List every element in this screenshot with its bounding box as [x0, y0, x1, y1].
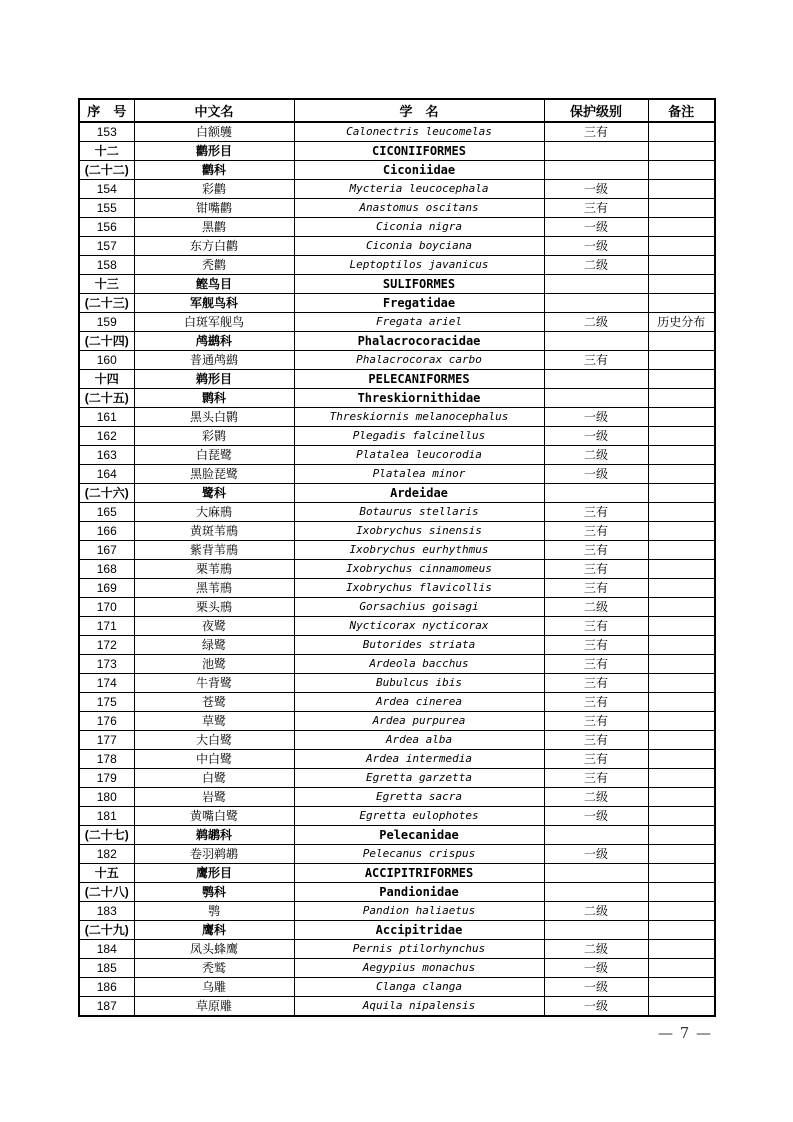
table-row-species: [79, 902, 715, 921]
cell-chinese-name: 黑苇鳽: [134, 579, 294, 598]
cell-scientific-name: Botaurus stellaris: [294, 503, 544, 522]
table-row-species: [79, 427, 715, 446]
cell-serial-number: 160: [79, 351, 134, 370]
cell-chinese-name: 岩鹭: [134, 788, 294, 807]
cell-protection-level: 一级: [544, 427, 648, 446]
cell-serial-number: 157: [79, 237, 134, 256]
cell-chinese-name: 鹗科: [134, 883, 294, 902]
table-row-species: [79, 617, 715, 636]
cell-serial-number: (二十九): [79, 921, 134, 940]
cell-scientific-name: Egretta sacra: [294, 788, 544, 807]
cell-protection-level: 三有: [544, 503, 648, 522]
cell-serial-number: 167: [79, 541, 134, 560]
cell-serial-number: 169: [79, 579, 134, 598]
cell-remarks: [648, 598, 715, 617]
cell-serial-number: (二十六): [79, 484, 134, 503]
cell-serial-number: 180: [79, 788, 134, 807]
cell-serial-number: 165: [79, 503, 134, 522]
cell-scientific-name: Ciconia nigra: [294, 218, 544, 237]
cell-remarks: 历史分布: [648, 313, 715, 332]
cell-chinese-name: 草鹭: [134, 712, 294, 731]
cell-scientific-name: Gorsachius goisagi: [294, 598, 544, 617]
cell-chinese-name: 普通鸬鹚: [134, 351, 294, 370]
cell-remarks: [648, 522, 715, 541]
header-row: [79, 99, 715, 122]
cell-remarks: [648, 655, 715, 674]
cell-serial-number: 168: [79, 560, 134, 579]
cell-serial-number: (二十三): [79, 294, 134, 313]
cell-protection-level: [544, 332, 648, 351]
table-row-species: [79, 313, 715, 332]
cell-serial-number: 163: [79, 446, 134, 465]
cell-remarks: [648, 465, 715, 484]
cell-scientific-name: Platalea leucorodia: [294, 446, 544, 465]
cell-serial-number: 185: [79, 959, 134, 978]
cell-scientific-name: CICONIIFORMES: [294, 142, 544, 161]
cell-remarks: [648, 845, 715, 864]
cell-chinese-name: 黄斑苇鳽: [134, 522, 294, 541]
cell-protection-level: 三有: [544, 693, 648, 712]
cell-protection-level: 一级: [544, 180, 648, 199]
cell-remarks: [648, 978, 715, 997]
cell-serial-number: 166: [79, 522, 134, 541]
cell-chinese-name: 夜鹭: [134, 617, 294, 636]
col-header-chinese-name: 中文名: [134, 99, 294, 122]
table-row-order: [79, 275, 715, 294]
cell-serial-number: 179: [79, 769, 134, 788]
cell-remarks: [648, 712, 715, 731]
cell-chinese-name: 黑鹳: [134, 218, 294, 237]
cell-chinese-name: 乌雕: [134, 978, 294, 997]
cell-scientific-name: PELECANIFORMES: [294, 370, 544, 389]
table-row-species: [79, 256, 715, 275]
cell-serial-number: 158: [79, 256, 134, 275]
cell-remarks: [648, 218, 715, 237]
cell-remarks: [648, 389, 715, 408]
cell-scientific-name: Ixobrychus flavicollis: [294, 579, 544, 598]
cell-protection-level: 二级: [544, 256, 648, 275]
cell-serial-number: (二十七): [79, 826, 134, 845]
cell-remarks: [648, 807, 715, 826]
cell-protection-level: [544, 161, 648, 180]
cell-remarks: [648, 826, 715, 845]
cell-protection-level: 一级: [544, 237, 648, 256]
table-row-species: [79, 560, 715, 579]
cell-scientific-name: Clanga clanga: [294, 978, 544, 997]
cell-remarks: [648, 579, 715, 598]
cell-protection-level: 二级: [544, 313, 648, 332]
cell-scientific-name: Leptoptilos javanicus: [294, 256, 544, 275]
cell-protection-level: 三有: [544, 522, 648, 541]
cell-remarks: [648, 959, 715, 978]
cell-remarks: [648, 940, 715, 959]
cell-serial-number: 186: [79, 978, 134, 997]
cell-chinese-name: 彩鹮: [134, 427, 294, 446]
cell-scientific-name: Ixobrychus sinensis: [294, 522, 544, 541]
cell-protection-level: 三有: [544, 541, 648, 560]
table-row-species: [79, 522, 715, 541]
cell-chinese-name: 大白鹭: [134, 731, 294, 750]
table-row-species: [79, 845, 715, 864]
cell-serial-number: 174: [79, 674, 134, 693]
cell-remarks: [648, 731, 715, 750]
cell-remarks: [648, 142, 715, 161]
table-row-species: [79, 978, 715, 997]
cell-serial-number: 十四: [79, 370, 134, 389]
cell-protection-level: [544, 883, 648, 902]
cell-scientific-name: Ardeidae: [294, 484, 544, 503]
cell-serial-number: 170: [79, 598, 134, 617]
cell-scientific-name: Fregata ariel: [294, 313, 544, 332]
table-row-species: [79, 598, 715, 617]
cell-serial-number: 178: [79, 750, 134, 769]
cell-protection-level: 二级: [544, 902, 648, 921]
cell-remarks: [648, 332, 715, 351]
cell-protection-level: 二级: [544, 598, 648, 617]
cell-remarks: [648, 750, 715, 769]
cell-chinese-name: 卷羽鹈鹕: [134, 845, 294, 864]
cell-scientific-name: Mycteria leucocephala: [294, 180, 544, 199]
cell-protection-level: 三有: [544, 351, 648, 370]
cell-remarks: [648, 902, 715, 921]
cell-serial-number: 162: [79, 427, 134, 446]
cell-remarks: [648, 161, 715, 180]
cell-serial-number: 171: [79, 617, 134, 636]
cell-chinese-name: 绿鹭: [134, 636, 294, 655]
cell-protection-level: 一级: [544, 959, 648, 978]
table-row-species: [79, 199, 715, 218]
table-row-species: [79, 579, 715, 598]
cell-serial-number: 182: [79, 845, 134, 864]
cell-chinese-name: 鹈鹕科: [134, 826, 294, 845]
cell-protection-level: 二级: [544, 788, 648, 807]
table-row-species: [79, 541, 715, 560]
protected-species-table: [78, 98, 716, 1017]
cell-protection-level: [544, 294, 648, 313]
cell-scientific-name: Pelecanidae: [294, 826, 544, 845]
cell-chinese-name: 栗头鳽: [134, 598, 294, 617]
cell-remarks: [648, 693, 715, 712]
cell-scientific-name: Phalacrocorax carbo: [294, 351, 544, 370]
table-row-species: [79, 940, 715, 959]
col-header-serial-number: 序 号: [79, 99, 134, 122]
table-row-family: [79, 921, 715, 940]
cell-chinese-name: 鹭科: [134, 484, 294, 503]
table-row-family: [79, 826, 715, 845]
table-row-species: [79, 959, 715, 978]
cell-scientific-name: Aegypius monachus: [294, 959, 544, 978]
cell-scientific-name: Nycticorax nycticorax: [294, 617, 544, 636]
cell-chinese-name: 白斑军舰鸟: [134, 313, 294, 332]
cell-chinese-name: 大麻鳽: [134, 503, 294, 522]
cell-chinese-name: 彩鹳: [134, 180, 294, 199]
cell-remarks: [648, 769, 715, 788]
cell-protection-level: 三有: [544, 655, 648, 674]
cell-chinese-name: 白鹭: [134, 769, 294, 788]
cell-scientific-name: Fregatidae: [294, 294, 544, 313]
cell-remarks: [648, 180, 715, 199]
cell-chinese-name: 鹰科: [134, 921, 294, 940]
cell-chinese-name: 鹳科: [134, 161, 294, 180]
cell-chinese-name: 秃鹫: [134, 959, 294, 978]
cell-scientific-name: Phalacrocoracidae: [294, 332, 544, 351]
cell-scientific-name: Pandion haliaetus: [294, 902, 544, 921]
cell-remarks: [648, 199, 715, 218]
cell-remarks: [648, 351, 715, 370]
cell-serial-number: 154: [79, 180, 134, 199]
cell-chinese-name: 草原雕: [134, 997, 294, 1017]
cell-protection-level: 三有: [544, 769, 648, 788]
cell-scientific-name: Egretta garzetta: [294, 769, 544, 788]
cell-protection-level: [544, 370, 648, 389]
cell-scientific-name: ACCIPITRIFORMES: [294, 864, 544, 883]
cell-scientific-name: Ixobrychus cinnamomeus: [294, 560, 544, 579]
cell-chinese-name: 白琵鹭: [134, 446, 294, 465]
cell-chinese-name: 凤头蜂鹰: [134, 940, 294, 959]
cell-chinese-name: 中白鹭: [134, 750, 294, 769]
cell-serial-number: 184: [79, 940, 134, 959]
cell-remarks: [648, 122, 715, 142]
cell-protection-level: 三有: [544, 674, 648, 693]
table-row-order: [79, 864, 715, 883]
cell-serial-number: 155: [79, 199, 134, 218]
cell-remarks: [648, 484, 715, 503]
cell-scientific-name: Aquila nipalensis: [294, 997, 544, 1017]
cell-serial-number: 177: [79, 731, 134, 750]
cell-serial-number: 十三: [79, 275, 134, 294]
cell-protection-level: 三有: [544, 560, 648, 579]
table-row-species: [79, 465, 715, 484]
cell-protection-level: 三有: [544, 199, 648, 218]
cell-protection-level: 二级: [544, 940, 648, 959]
cell-serial-number: (二十二): [79, 161, 134, 180]
cell-chinese-name: 鹰形目: [134, 864, 294, 883]
cell-scientific-name: Pelecanus crispus: [294, 845, 544, 864]
cell-serial-number: 172: [79, 636, 134, 655]
cell-protection-level: 一级: [544, 807, 648, 826]
table-row-species: [79, 674, 715, 693]
cell-serial-number: (二十五): [79, 389, 134, 408]
table-row-species: [79, 122, 715, 142]
cell-serial-number: 153: [79, 122, 134, 142]
cell-serial-number: 183: [79, 902, 134, 921]
cell-scientific-name: Threskiornis melanocephalus: [294, 408, 544, 427]
table-row-species: [79, 712, 715, 731]
cell-remarks: [648, 883, 715, 902]
table-row-species: [79, 750, 715, 769]
table-row-species: [79, 997, 715, 1017]
cell-protection-level: 三有: [544, 579, 648, 598]
cell-protection-level: [544, 484, 648, 503]
cell-serial-number: 176: [79, 712, 134, 731]
table-row-family: [79, 883, 715, 902]
table-row-species: [79, 693, 715, 712]
table-body: [79, 122, 715, 1016]
col-header-remarks: 备注: [648, 99, 715, 122]
cell-protection-level: 一级: [544, 978, 648, 997]
cell-chinese-name: 鲣鸟目: [134, 275, 294, 294]
table-row-species: [79, 237, 715, 256]
cell-serial-number: 181: [79, 807, 134, 826]
cell-remarks: [648, 788, 715, 807]
table-row-species: [79, 788, 715, 807]
cell-protection-level: 一级: [544, 408, 648, 427]
cell-chinese-name: 鹈形目: [134, 370, 294, 389]
cell-scientific-name: Ardeola bacchus: [294, 655, 544, 674]
cell-remarks: [648, 617, 715, 636]
cell-scientific-name: Pernis ptilorhynchus: [294, 940, 544, 959]
col-header-protection-level: 保护级别: [544, 99, 648, 122]
col-header-scientific-name: 学 名: [294, 99, 544, 122]
cell-protection-level: 一级: [544, 845, 648, 864]
cell-chinese-name: 东方白鹳: [134, 237, 294, 256]
cell-serial-number: 187: [79, 997, 134, 1017]
cell-scientific-name: Plegadis falcinellus: [294, 427, 544, 446]
cell-protection-level: 一级: [544, 465, 648, 484]
cell-remarks: [648, 560, 715, 579]
cell-chinese-name: 鹮科: [134, 389, 294, 408]
cell-chinese-name: 黑头白鹮: [134, 408, 294, 427]
cell-scientific-name: Ciconia boyciana: [294, 237, 544, 256]
cell-chinese-name: 紫背苇鳽: [134, 541, 294, 560]
cell-protection-level: [544, 921, 648, 940]
cell-scientific-name: Pandionidae: [294, 883, 544, 902]
table-row-order: [79, 142, 715, 161]
table-row-family: [79, 161, 715, 180]
cell-chinese-name: 池鹭: [134, 655, 294, 674]
cell-remarks: [648, 370, 715, 389]
table-row-family: [79, 484, 715, 503]
cell-serial-number: 161: [79, 408, 134, 427]
cell-serial-number: 十五: [79, 864, 134, 883]
cell-protection-level: 三有: [544, 636, 648, 655]
cell-protection-level: 三有: [544, 750, 648, 769]
cell-protection-level: 三有: [544, 617, 648, 636]
cell-remarks: [648, 237, 715, 256]
cell-chinese-name: 牛背鹭: [134, 674, 294, 693]
cell-scientific-name: Ardea intermedia: [294, 750, 544, 769]
table-row-species: [79, 218, 715, 237]
table-row-family: [79, 294, 715, 313]
table-row-family: [79, 389, 715, 408]
cell-remarks: [648, 997, 715, 1017]
cell-serial-number: 164: [79, 465, 134, 484]
table-row-species: [79, 655, 715, 674]
table-row-species: [79, 446, 715, 465]
cell-protection-level: [544, 275, 648, 294]
cell-protection-level: 三有: [544, 122, 648, 142]
cell-scientific-name: Bubulcus ibis: [294, 674, 544, 693]
table-row-family: [79, 332, 715, 351]
cell-chinese-name: 鹳形目: [134, 142, 294, 161]
cell-chinese-name: 栗苇鳽: [134, 560, 294, 579]
cell-chinese-name: 苍鹭: [134, 693, 294, 712]
cell-scientific-name: SULIFORMES: [294, 275, 544, 294]
cell-remarks: [648, 864, 715, 883]
cell-protection-level: [544, 389, 648, 408]
cell-remarks: [648, 427, 715, 446]
cell-scientific-name: Accipitridae: [294, 921, 544, 940]
cell-serial-number: (二十八): [79, 883, 134, 902]
cell-chinese-name: 钳嘴鹳: [134, 199, 294, 218]
table-row-species: [79, 351, 715, 370]
cell-serial-number: 175: [79, 693, 134, 712]
cell-chinese-name: 军舰鸟科: [134, 294, 294, 313]
cell-scientific-name: Egretta eulophotes: [294, 807, 544, 826]
cell-remarks: [648, 921, 715, 940]
cell-remarks: [648, 636, 715, 655]
cell-remarks: [648, 294, 715, 313]
cell-chinese-name: 鹗: [134, 902, 294, 921]
table-row-species: [79, 180, 715, 199]
table-header: [79, 99, 715, 122]
cell-serial-number: 十二: [79, 142, 134, 161]
cell-remarks: [648, 408, 715, 427]
cell-chinese-name: 鸬鹚科: [134, 332, 294, 351]
table-row-species: [79, 408, 715, 427]
cell-remarks: [648, 446, 715, 465]
cell-protection-level: 三有: [544, 712, 648, 731]
table-row-species: [79, 503, 715, 522]
page-number: — 7 —: [657, 1024, 713, 1042]
cell-serial-number: 159: [79, 313, 134, 332]
cell-protection-level: [544, 142, 648, 161]
cell-scientific-name: Ciconiidae: [294, 161, 544, 180]
cell-serial-number: 156: [79, 218, 134, 237]
cell-serial-number: 173: [79, 655, 134, 674]
cell-chinese-name: 白额鹱: [134, 122, 294, 142]
cell-scientific-name: Platalea minor: [294, 465, 544, 484]
cell-chinese-name: 秃鹳: [134, 256, 294, 275]
cell-serial-number: (二十四): [79, 332, 134, 351]
cell-protection-level: [544, 864, 648, 883]
cell-scientific-name: Ardea cinerea: [294, 693, 544, 712]
cell-protection-level: [544, 826, 648, 845]
cell-scientific-name: Ardea alba: [294, 731, 544, 750]
table-row-species: [79, 769, 715, 788]
cell-chinese-name: 黑脸琵鹭: [134, 465, 294, 484]
cell-protection-level: 三有: [544, 731, 648, 750]
table-row-species: [79, 807, 715, 826]
cell-scientific-name: Ardea purpurea: [294, 712, 544, 731]
cell-remarks: [648, 674, 715, 693]
cell-remarks: [648, 275, 715, 294]
table-row-order: [79, 370, 715, 389]
table-row-species: [79, 636, 715, 655]
cell-remarks: [648, 503, 715, 522]
cell-protection-level: 一级: [544, 997, 648, 1017]
cell-scientific-name: Ixobrychus eurhythmus: [294, 541, 544, 560]
cell-chinese-name: 黄嘴白鹭: [134, 807, 294, 826]
cell-scientific-name: Threskiornithidae: [294, 389, 544, 408]
cell-protection-level: 二级: [544, 446, 648, 465]
cell-remarks: [648, 256, 715, 275]
cell-scientific-name: Anastomus oscitans: [294, 199, 544, 218]
cell-protection-level: 一级: [544, 218, 648, 237]
cell-scientific-name: Butorides striata: [294, 636, 544, 655]
table-row-species: [79, 731, 715, 750]
cell-scientific-name: Calonectris leucomelas: [294, 122, 544, 142]
cell-remarks: [648, 541, 715, 560]
